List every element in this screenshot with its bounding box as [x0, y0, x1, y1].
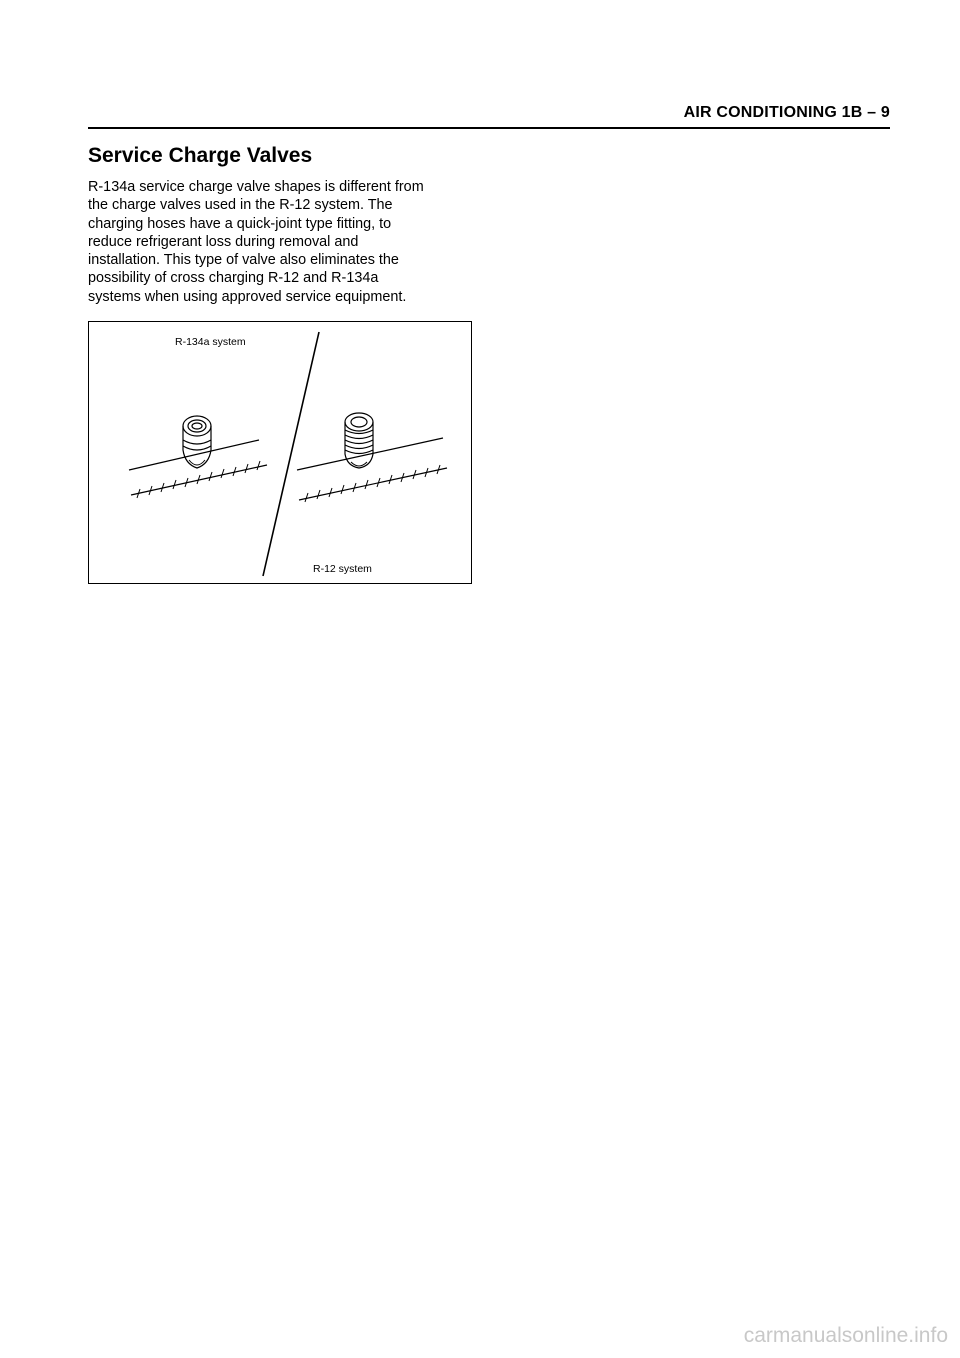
r12-valve-drawing — [297, 413, 447, 502]
r134a-system-label: R-134a system — [175, 336, 246, 348]
valve-illustration — [89, 322, 473, 585]
section-header: AIR CONDITIONING 1B – 9 — [683, 104, 890, 121]
divider-line — [263, 332, 319, 576]
header-rule — [88, 127, 890, 129]
watermark: carmanualsonline.info — [743, 1324, 948, 1347]
r12-system-label: R-12 system — [313, 563, 372, 575]
body-paragraph: R-134a service charge valve shapes is different from the charge valves used in the R-12 system. The charging hoses have a quick-joint type fitting, to reduce refrigerant loss during removal and installation. This type of valve also eliminates the possibility of cross charging R-12 and R-134a systems when using approved service equipment. — [88, 179, 424, 305]
r134a-valve-drawing — [129, 416, 267, 498]
valve-comparison-figure — [88, 321, 472, 584]
page-header — [88, 104, 890, 128]
section-title: Service Charge Valves — [88, 144, 313, 167]
